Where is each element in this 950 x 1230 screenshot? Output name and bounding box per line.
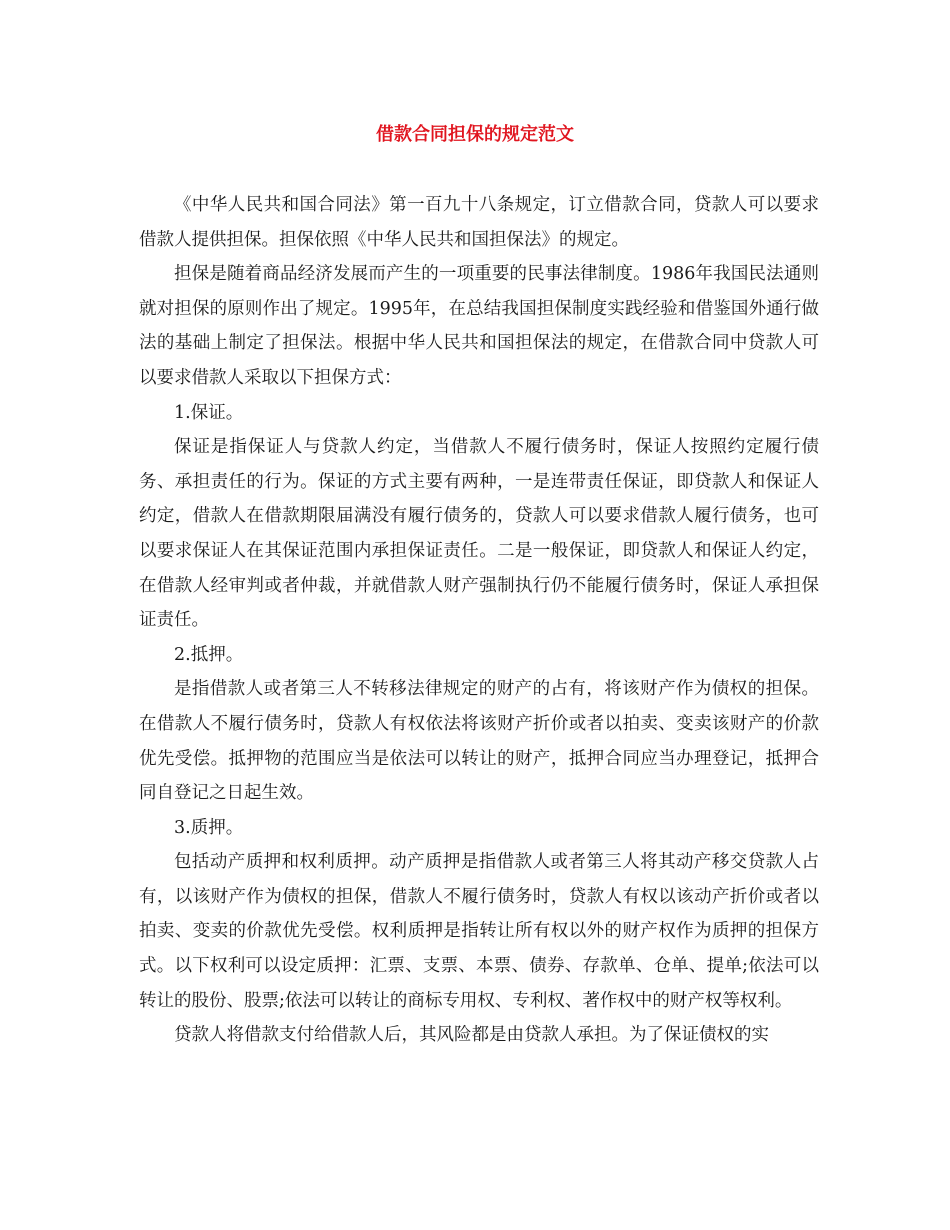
section-heading-guarantee: 1.保证。 [174, 402, 244, 423]
section-heading-mortgage: 2.抵押。 [174, 644, 244, 665]
section-heading-pledge: 3.质押。 [174, 817, 244, 838]
paragraph: 担保是随着商品经济发展而产生的一项重要的民事法律制度。1986年我国民法通则就对担保的原则作出了规定。1995年，在总结我国担保制度实践经验和借鉴国外通行做法的基础上制定了担保法。根据中华人民共和国担保法的规定，在借款合同中贷款人可以要求借款人采取以下担保方式： [139, 264, 819, 388]
paragraph: 是指借款人或者第三人不转移法律规定的财产的占有，将该财产作为债权的担保。在借款人不履行债务时，贷款人有权依法将该财产折价或者以拍卖、变卖该财产的价款优先受偿。抵押物的范围应当是依法可以转让的财产，抵押合同应当办理登记，抵押合同自登记之日起生效。 [139, 679, 819, 804]
document-body [139, 188, 819, 1053]
paragraph: 保证是指保证人与贷款人约定，当借款人不履行债务时，保证人按照约定履行债务、承担责任的行为。保证的方式主要有两种，一是连带责任保证，即贷款人和保证人约定，借款人在借款期限届满没有履行债务的，贷款人可以要求借款人履行债务，也可以要求保证人在其保证范围内承担保证责任。二是一般保证，即贷款人和保证人约定，在借款人经审判或者仲裁，并就借款人财产强制执行仍不能履行债务时，保证人承担保证责任。 [139, 437, 819, 631]
document-title: 借款合同担保的规定范文 [376, 124, 574, 145]
paragraph: 包括动产质押和权利质押。动产质押是指借款人或者第三人将其动产移交贷款人占有，以该财产作为债权的担保，借款人不履行债务时，贷款人有权以该动产折价或者以拍卖、变卖的价款优先受偿。权利质押是指转让所有权以外的财产权作为质押的担保方式。以下权利可以设定质押：汇票、支票、本票、债券、存款单、仓单、提单;依法可以转让的股份、股票;依法可以转让的商标专用权、专利权、著作权中的财产权等权利。 [139, 852, 819, 1011]
paragraph: 《中华人民共和国合同法》第一百九十八条规定，订立借款合同，贷款人可以要求借款人提供担保。担保依照《中华人民共和国担保法》的规定。 [139, 195, 819, 250]
paragraph: 贷款人将借款支付给借款人后，其风险都是由贷款人承担。为了保证债权的实 [174, 1025, 769, 1046]
